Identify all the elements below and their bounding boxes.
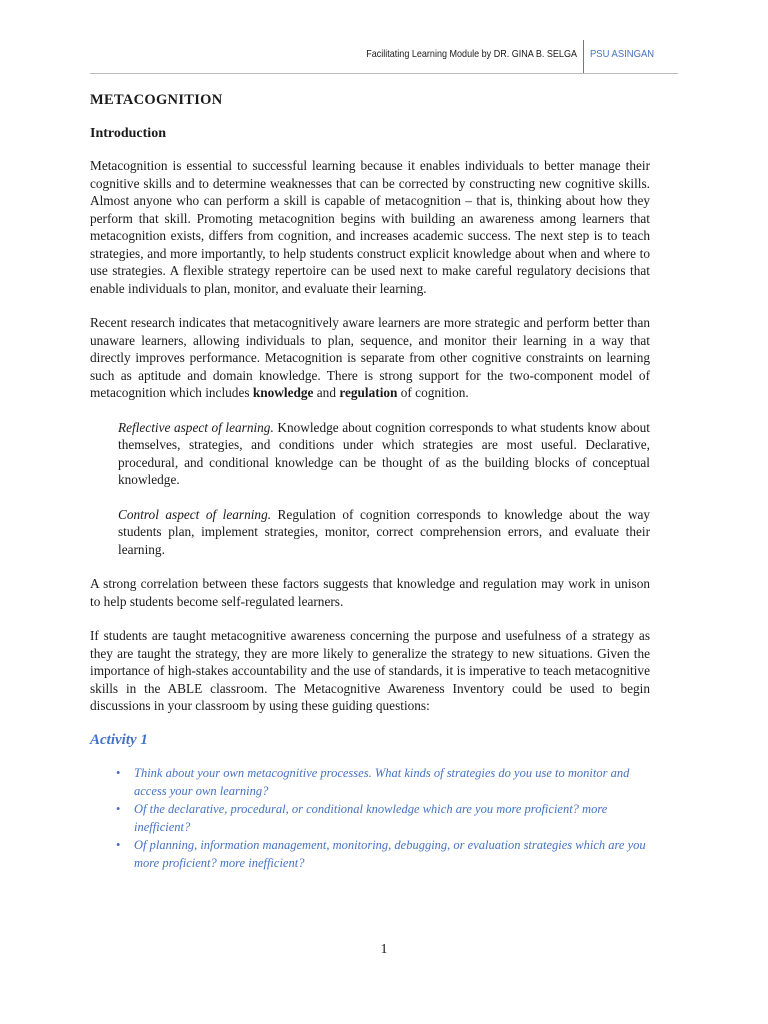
- paragraph-research: [90, 314, 650, 402]
- bold-regulation: regulation: [339, 385, 398, 400]
- paragraph-reflective: [118, 419, 650, 489]
- paragraph-awareness: If students are taught metacognitive awareness concerning the purpose and usefulness of a strategy as they are taught the strategy, they are more likely to generalize the strategy to new situations. Given the importance of high-stakes accountability and the use of standards, it is imperative to teach metacognitive skills in the ABLE classroom. The Metacognitive Awareness Inventory could be used to begin discussions in your classroom by using these guiding questions:: [90, 628, 650, 713]
- activity-list: [90, 765, 650, 872]
- header-author: Facilitating Learning Module by DR. GINA B. SELGA: [366, 48, 577, 60]
- header-rule: [90, 73, 678, 74]
- list-item-text: Think about your own metacognitive processes. What kinds of strategies do you use to monitor and access your own learning?: [134, 766, 630, 798]
- page-header: [0, 40, 768, 80]
- paragraph-control: [118, 506, 650, 559]
- list-item-text: Of planning, information management, monitoring, debugging, or evaluation strategies which are you more proficient? more inefficient?: [134, 838, 646, 870]
- paragraph-research-and: and: [313, 385, 340, 400]
- reflective-label: Reflective aspect of learning.: [118, 419, 274, 435]
- page-number: 1: [380, 942, 388, 957]
- section-heading: Introduction: [90, 125, 166, 141]
- paragraph-intro: Metacognition is essential to successful learning because it enables individuals to better manage their cognitive skills and to determine weaknesses that can be corrected by constructing new cognitive skills. Almost anyone who can perform a skill is capable of metacognition – that is, thinking about how they perform that skill. Promoting metacognition begins with building an awareness among learners that metacognition exists, differs from cognition, and increases academic success. The next step is to teach strategies, and more importantly, to help students construct explicit knowledge about when and where to use strategies. A flexible strategy repertoire can be used next to make careful regulatory decisions that enable individuals to plan, monitor, and evaluate their learning.: [90, 158, 650, 296]
- control-label: Control aspect of learning.: [118, 506, 272, 522]
- bullet-icon: •: [116, 766, 121, 780]
- paragraph-correlation: A strong correlation between these factors suggests that knowledge and regulation may work in unison to help students become self-regulated learners.: [90, 576, 650, 609]
- list-item: [116, 801, 650, 836]
- list-item: [116, 837, 650, 872]
- reflective-text: Knowledge about cognition corresponds to what students know about themselves, strategies, and conditions under which strategies are most useful. Declarative, procedural, and conditional knowledge can be thought of as the building blocks of conceptual knowledge.: [118, 419, 650, 487]
- page-content: [90, 92, 650, 873]
- header-institution: PSU ASINGAN: [590, 48, 655, 60]
- bullet-icon: •: [116, 838, 121, 852]
- list-item: [116, 765, 650, 800]
- paragraph-research-end: of cognition.: [397, 385, 469, 400]
- header-divider: [583, 40, 584, 74]
- page-title: METACOGNITION: [90, 92, 223, 108]
- list-item-text: Of the declarative, procedural, or conditional knowledge which are you more proficient? more inefficient?: [134, 802, 608, 834]
- bold-knowledge: knowledge: [252, 385, 314, 400]
- bullet-icon: •: [116, 802, 121, 816]
- activity-heading: Activity 1: [90, 731, 148, 748]
- control-text: Regulation of cognition corresponds to knowledge about the way students plan, implement strategies, monitor, correct comprehension errors, and evaluate their learning.: [118, 506, 650, 557]
- paragraph-research-text: Recent research indicates that metacognitively aware learners are more strategic and perform better than unaware learners, allowing individuals to plan, sequence, and monitor their learning in a way that directly improves performance. Metacognition is separate from other cognitive constraints on learning such as aptitude and domain knowledge. There is strong support for the two-component model of metacognition which includes: [90, 315, 650, 400]
